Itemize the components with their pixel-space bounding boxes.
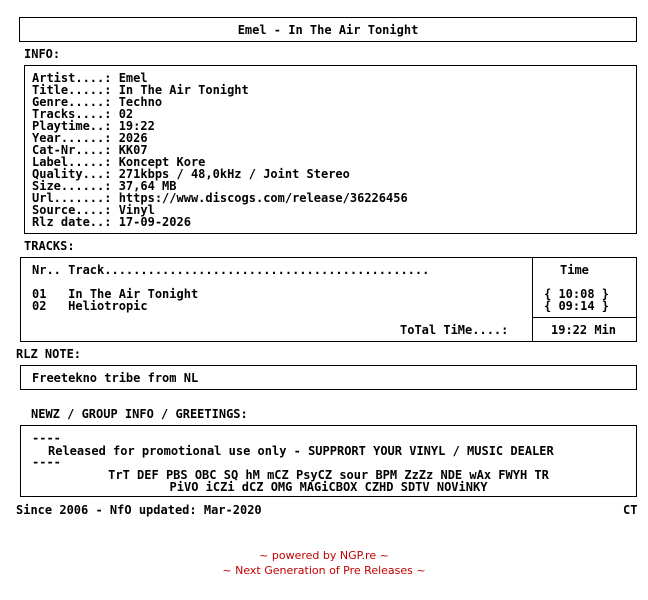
newz-rule-bottom: ---- [32,455,61,469]
track-number: 02 [32,299,47,313]
total-time-label: ToTal TiMe....: [400,323,509,337]
track-title: Heliotropic [68,299,148,313]
info-row: Url.......: https://www.discogs.com/release/36226456 [32,191,408,205]
info-row: Quality...: 271kbps / 48,0kHz / Joint Stereo [32,167,350,181]
newz-rule-top: ---- [32,431,61,445]
tracks-box [20,257,637,342]
total-time-value: 19:22 Min [551,323,617,337]
info-row: Year......: 2026 [32,131,148,145]
tracks-time-list [544,288,609,312]
greetings-line-2: PiVO iCZi dCZ OMG MAGiCBOX CZHD SDTV NOViNKY [169,480,488,494]
track-number: 01 [32,287,47,301]
rlz-note-label: RLZ NOTE: [16,347,82,361]
release-title-box [19,17,637,42]
info-row: Cat-Nr....: KK07 [32,143,148,157]
track-time: { 10:08 } [544,287,610,301]
release-title: Emel - In The Air Tonight [237,23,419,37]
tracks-header-left: Nr.. Track............................................. [32,263,430,277]
tracks-total-divider [532,317,637,318]
tracks-section-label: TRACKS: [24,239,75,253]
powered-by-text: ~ powered by NGP.re ~ [259,549,389,562]
info-row: Tracks....: 02 [32,107,134,121]
track-row [32,300,198,312]
info-list [32,72,408,228]
info-row: Artist....: Emel [32,71,148,85]
info-row: Playtime..: 19:22 [32,119,155,133]
tagline-text: ~ Next Generation of Pre Releases ~ [222,564,426,577]
greetings-line-1: TrT DEF PBS OBC SQ hM mCZ PsyCZ sour BPM ZzZz NDE wAx FWYH TR [108,468,549,482]
tracks-list [32,288,198,312]
info-row: Rlz date..: 17-09-2026 [32,215,191,229]
rlz-note-text: Freetekno tribe from NL [32,371,199,385]
track-title: In The Air Tonight [68,287,199,301]
info-row: Size......: 37,64 MB [32,179,177,193]
country-code: CT [623,503,638,517]
info-row: Title.....: In The Air Tonight [32,83,249,97]
tracks-column-divider [532,258,533,341]
info-row: Genre.....: Techno [32,95,163,109]
info-box [24,65,637,234]
track-time: { 09:14 } [544,299,610,313]
info-section-label: INFO: [24,47,61,61]
promo-line: Released for promotional use only - SUPPRORT YOUR VINYL / MUSIC DEALER [48,444,554,458]
rlz-note-box [20,365,637,390]
info-row: Label.....: Koncept Kore [32,155,206,169]
newz-box [20,425,637,497]
tracks-header-time: Time [560,263,589,277]
nfo-updated-text: Since 2006 - NfO updated: Mar-2020 [16,503,262,517]
info-row: Source....: Vinyl [32,203,155,217]
newz-section-label: NEWZ / GROUP INFO / GREETINGS: [31,407,248,421]
